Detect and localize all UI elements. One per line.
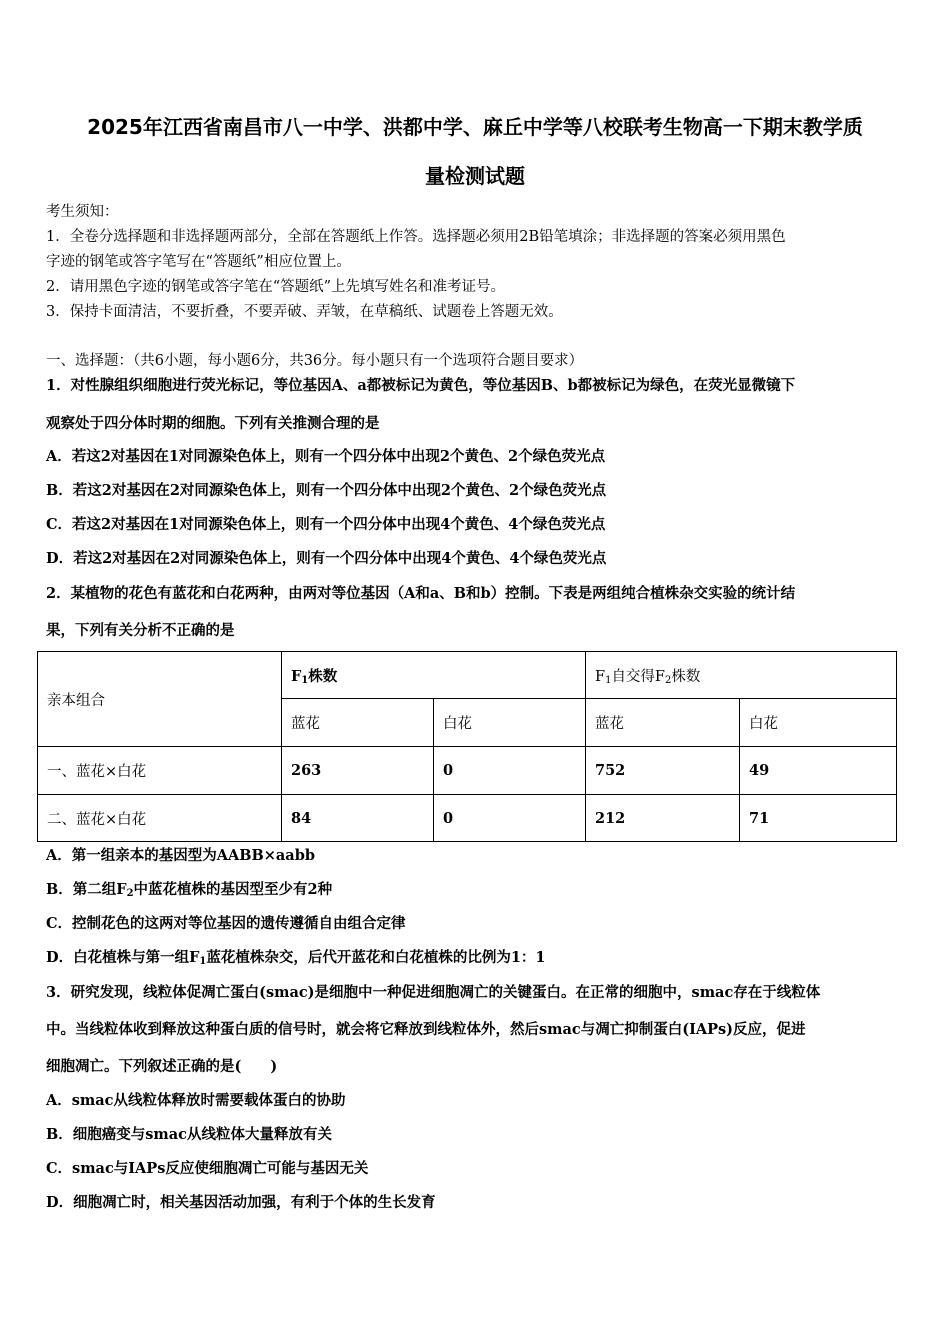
q1-stem-b: 观察处于四分体时期的细胞。下列有关推测合理的是 — [46, 415, 380, 432]
row1-f1-white: 0 — [434, 747, 586, 795]
q2-option-a: A．第一组亲本的基因型为AABB×aabb — [46, 847, 315, 864]
q1-option-c: C．若这2对基因在1对同源染色体上，则有一个四分体中出现4个黄色、4个绿色荧光点 — [46, 516, 606, 533]
header-parent: 亲本组合 — [38, 652, 282, 747]
header-f1-white: 白花 — [434, 699, 586, 747]
row2-f1-blue: 84 — [282, 795, 434, 842]
q2-stem-a: 2．某植物的花色有蓝花和白花两种，由两对等位基因（A和a、B和b）控制。下表是两组纯合植株杂交实验的统计结 — [46, 585, 796, 602]
q1-stem-a: 1．对性腺组织细胞进行荧光标记，等位基因A、a都被标记为黄色，等位基因B、b都被标记为绿色，在荧光显微镜下 — [46, 377, 796, 394]
row1-f2-white: 49 — [740, 747, 897, 795]
q1-option-a: A．若这2对基因在1对同源染色体上，则有一个四分体中出现2个黄色、2个绿色荧光点 — [46, 448, 606, 465]
table-row — [38, 795, 897, 842]
row2-f1-white: 0 — [434, 795, 586, 842]
header-f2: $F_1$自交得$F_2$株数 — [586, 652, 897, 699]
q3-option-b: B．细胞癌变与smac从线粒体大量释放有关 — [46, 1126, 332, 1143]
q2-option-b: B．第二组$F_2$中蓝花植株的基因型至少有2种 — [46, 881, 333, 899]
header-f1: $F_1$株数 — [282, 652, 586, 699]
row2-f2-blue: 212 — [586, 795, 740, 842]
notice-item-3: 3．保持卡面清洁，不要折叠，不要弄破、弄皱，在草稿纸、试题卷上答题无效。 — [46, 304, 563, 320]
header-f1-blue: 蓝花 — [282, 699, 434, 747]
notice-heading: 考生须知： — [46, 204, 119, 220]
q3-option-c: C．smac与IAPs反应使细胞凋亡可能与基因无关 — [46, 1160, 369, 1177]
row2-f2-white: 71 — [740, 795, 897, 842]
row1-f2-blue: 752 — [586, 747, 740, 795]
table-row — [38, 747, 897, 795]
notice-item-1a: 1．全卷分选择题和非选择题两部分，全部在答题纸上作答。选择题必须用2B铅笔填涂；非选择题的答案必须用黑色 — [46, 229, 786, 245]
notice-item-2: 2．请用黑色字迹的钢笔或答字笔在“答题纸”上先填写姓名和准考证号。 — [46, 279, 506, 295]
q3-option-a: A．smac从线粒体释放时需要载体蛋白的协助 — [46, 1092, 346, 1109]
q2-data-table — [37, 651, 897, 842]
q3-stem-c: 细胞凋亡。下列叙述正确的是( ) — [46, 1058, 278, 1075]
notice-item-1b: 字迹的钢笔或答字笔写在“答题纸”相应位置上。 — [46, 254, 351, 270]
section-heading: 一、选择题：（共6小题，每小题6分，共36分。每小题只有一个选项符合题目要求） — [46, 353, 584, 369]
row1-group: 一、蓝花×白花 — [38, 747, 282, 795]
q2-option-d: D．白花植株与第一组$F_1$蓝花植株杂交，后代开蓝花和白花植株的比例为1：1 — [46, 949, 546, 967]
title-line-1: 2025年江西省南昌市八一中学、洪都中学、麻丘中学等八校联考生物高一下期末教学质 — [87, 115, 863, 139]
q3-stem-a: 3．研究发现，线粒体促凋亡蛋白(smac)是细胞中一种促进细胞凋亡的关键蛋白。在正常的细胞中，smac存在于线粒体 — [46, 984, 821, 1001]
header-f2-white: 白花 — [740, 699, 897, 747]
q2-stem-b: 果，下列有关分析不正确的是 — [46, 622, 235, 639]
row2-group: 二、蓝花×白花 — [38, 795, 282, 842]
q3-option-d: D．细胞凋亡时，相关基因活动加强，有利于个体的生长发育 — [46, 1194, 436, 1211]
row1-f1-blue: 263 — [282, 747, 434, 795]
q3-stem-b: 中。当线粒体收到释放这种蛋白质的信号时，就会将它释放到线粒体外，然后smac与凋亡抑制蛋白(IAPs)反应，促进 — [46, 1021, 806, 1038]
q2-option-c: C．控制花色的这两对等位基因的遗传遵循自由组合定律 — [46, 915, 406, 932]
header-f2-blue: 蓝花 — [586, 699, 740, 747]
q1-option-b: B．若这2对基因在2对同源染色体上，则有一个四分体中出现2个黄色、2个绿色荧光点 — [46, 482, 607, 499]
q1-option-d: D．若这2对基因在2对同源染色体上，则有一个四分体中出现4个黄色、4个绿色荧光点 — [46, 550, 607, 567]
title-line-2: 量检测试题 — [425, 164, 525, 188]
